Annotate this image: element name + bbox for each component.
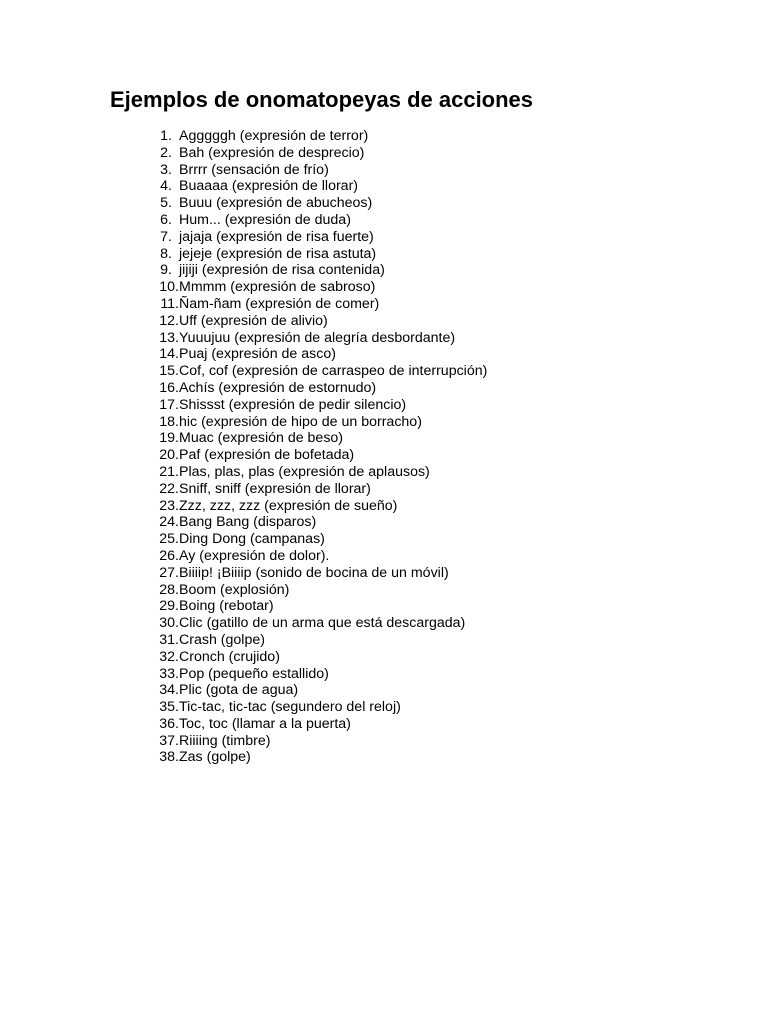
list-item <box>150 414 487 431</box>
list-item-text: jejeje (expresión de risa astuta) <box>179 245 377 262</box>
onomatopoeia-list <box>150 128 487 766</box>
list-item-number: 8. <box>160 245 172 262</box>
list-item-number: 26. <box>159 547 179 564</box>
list-item-number: 3. <box>160 161 172 178</box>
list-item-text: Paf (expresión de bofetada) <box>179 447 355 464</box>
list-item-text: Agggggh (expresión de terror) <box>179 128 369 144</box>
list-item <box>150 262 487 279</box>
list-item <box>150 498 487 515</box>
list-item-text: Buaaaa (expresión de llorar) <box>179 178 359 195</box>
list-item-number: 18. <box>159 413 179 430</box>
list-item <box>150 632 487 649</box>
list-item <box>150 699 487 716</box>
list-item-text: Boing (rebotar) <box>179 598 274 615</box>
list-item-text: Buuu (expresión de abucheos) <box>179 195 373 212</box>
list-item-text: Muac (expresión de beso) <box>179 430 344 447</box>
list-item-text: Cronch (crujido) <box>179 648 280 665</box>
list-item <box>150 447 487 464</box>
list-item-text: Ay (expresión de dolor). <box>179 547 330 564</box>
list-item-number: 17. <box>159 396 179 413</box>
list-item-text: Tic-tac, tic-tac (segundero del reloj) <box>179 699 401 716</box>
list-item <box>150 733 487 750</box>
list-item-number: 33. <box>159 665 179 682</box>
list-item-text: Achís (expresión de estornudo) <box>179 379 377 396</box>
list-item-number: 34. <box>159 682 179 699</box>
list-item-number: 2. <box>160 144 172 161</box>
list-item <box>150 313 487 330</box>
list-item <box>150 195 487 212</box>
list-item-text: hic (expresión de hipo de un borracho) <box>179 413 422 430</box>
list-item <box>150 145 487 162</box>
list-item-text: Yuuujuu (expresión de alegría desbordante) <box>179 329 456 346</box>
list-item <box>150 666 487 683</box>
list-item <box>150 212 487 229</box>
list-item-number: 13. <box>159 329 179 346</box>
list-item <box>150 682 487 699</box>
list-item-text: Plas, plas, plas (expresión de aplausos) <box>179 463 430 480</box>
list-item-number: 21. <box>159 463 179 480</box>
list-item-number: 29. <box>159 598 179 615</box>
list-item-number: 23. <box>159 497 179 514</box>
list-item-text: Bang Bang (disparos) <box>179 514 317 531</box>
list-item <box>150 330 487 347</box>
list-item-number: 32. <box>159 648 179 665</box>
list-item-number: 16. <box>159 379 179 396</box>
list-item <box>150 296 487 313</box>
list-item-text: Biiiip! ¡Biiiip (sonido de bocina de un móvil) <box>179 564 449 581</box>
list-item-text: Plic (gota de agua) <box>179 682 299 699</box>
list-item <box>150 464 487 481</box>
list-item-text: Zzz, zzz, zzz (expresión de sueño) <box>179 497 398 514</box>
list-item <box>150 615 487 632</box>
list-item-number: 9. <box>160 262 172 279</box>
list-item-text: Sniff, sniff (expresión de llorar) <box>179 480 371 497</box>
list-item-text: Cof, cof (expresión de carraspeo de interrupción) <box>179 363 488 380</box>
list-item-number: 22. <box>159 480 179 497</box>
list-item-number: 37. <box>159 732 179 749</box>
list-item <box>150 363 487 380</box>
list-item-number: 25. <box>159 531 179 548</box>
list-item <box>150 598 487 615</box>
list-item-number: 15. <box>159 363 179 380</box>
list-item-text: Uff (expresión de alivio) <box>179 312 328 329</box>
list-item-number: 19. <box>159 430 179 447</box>
list-item-text: Hum... (expresión de duda) <box>179 211 351 228</box>
list-item <box>150 749 487 766</box>
list-item-number: 27. <box>159 564 179 581</box>
list-item-text: Pop (pequeño estallido) <box>179 665 329 682</box>
list-item-number: 1. <box>160 128 172 144</box>
list-item-text: Zas (golpe) <box>179 749 251 766</box>
list-item <box>150 246 487 263</box>
list-item-number: 10. <box>159 279 179 296</box>
list-item <box>150 128 487 145</box>
list-item-text: Bah (expresión de desprecio) <box>179 144 365 161</box>
list-item-text: Brrrr (sensación de frío) <box>179 161 329 178</box>
list-item-text: Ñam-ñam (expresión de comer) <box>179 295 380 312</box>
list-item <box>150 716 487 733</box>
list-item <box>150 649 487 666</box>
list-item-number: 31. <box>159 631 179 648</box>
list-item <box>150 481 487 498</box>
list-item-number: 20. <box>159 447 179 464</box>
list-item-text: Shissst (expresión de pedir silencio) <box>179 396 407 413</box>
list-item-text: Clic (gatillo de un arma que está descargada) <box>179 615 466 632</box>
list-item-number: 24. <box>159 514 179 531</box>
page-title: Ejemplos de onomatopeyas de acciones <box>110 87 534 112</box>
list-item-text: Riiiing (timbre) <box>179 732 271 749</box>
list-item-number: 11. <box>160 295 179 312</box>
list-item <box>150 397 487 414</box>
list-item <box>150 531 487 548</box>
list-item-text: jajaja (expresión de risa fuerte) <box>179 228 374 245</box>
list-item <box>150 279 487 296</box>
list-item <box>150 582 487 599</box>
list-item-text: Crash (golpe) <box>179 631 265 648</box>
list-item-text: Puaj (expresión de asco) <box>179 346 336 363</box>
list-item <box>150 229 487 246</box>
list-item <box>150 178 487 195</box>
list-item-text: Boom (explosión) <box>179 581 290 598</box>
list-item <box>150 514 487 531</box>
list-item-number: 28. <box>159 581 179 598</box>
list-item <box>150 548 487 565</box>
list-item-number: 35. <box>159 699 179 716</box>
list-item <box>150 380 487 397</box>
list-item <box>150 346 487 363</box>
list-item-number: 6. <box>160 211 172 228</box>
list-item-number: 30. <box>159 615 179 632</box>
list-item-number: 14. <box>159 346 179 363</box>
list-item-number: 12. <box>159 312 179 329</box>
list-item <box>150 430 487 447</box>
list-item <box>150 162 487 179</box>
list-item-number: 36. <box>159 715 179 732</box>
list-item-text: Ding Dong (campanas) <box>179 531 325 548</box>
list-item-text: Mmmm (expresión de sabroso) <box>179 279 376 296</box>
list-item-text: Toc, toc (llamar a la puerta) <box>179 715 351 732</box>
list-item-number: 4. <box>160 178 172 195</box>
list-item-number: 7. <box>160 228 172 245</box>
list-item-number: 38. <box>159 749 179 766</box>
list-item-text: jijiji (expresión de risa contenida) <box>179 262 385 279</box>
list-item-number: 5. <box>160 195 172 212</box>
list-item <box>150 565 487 582</box>
